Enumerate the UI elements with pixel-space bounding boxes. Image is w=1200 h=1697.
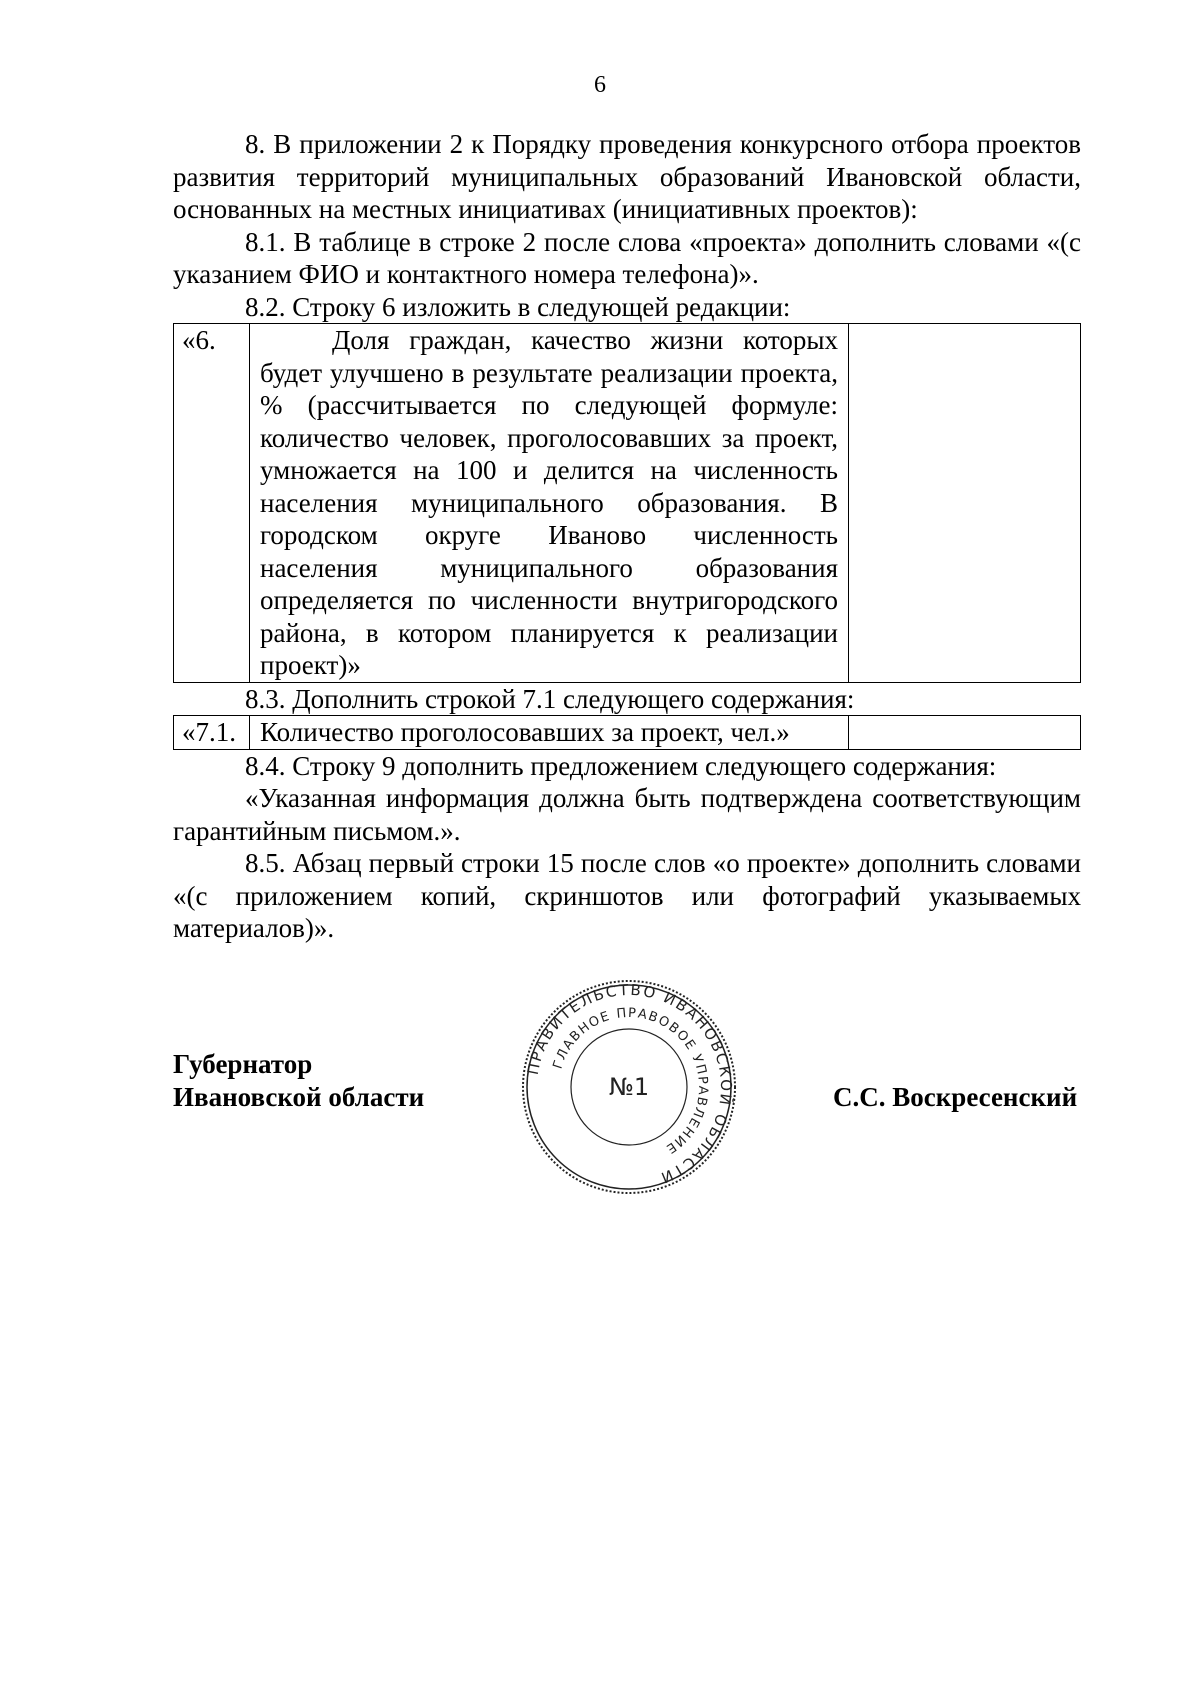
paragraph-8-3: 8.3. Дополнить строкой 7.1 следующего содержания: (245, 683, 855, 714)
row-7-1-number: «7.1. (174, 716, 250, 750)
seal-center-text: №1 (608, 1073, 650, 1101)
document-body (173, 128, 1081, 945)
paragraph-8-2: 8.2. Строку 6 изложить в следующей редакции: (245, 291, 791, 322)
signature-name: С.С. Воскресенский (833, 1082, 1078, 1112)
official-seal (520, 978, 738, 1196)
table-row-7-1 (173, 715, 1081, 750)
seal-outer-text: ПРАВИТЕЛЬСТВО ИВАНОВСКОЙ ОБЛАСТИ (523, 980, 736, 1188)
row-7-1-empty-cell (849, 716, 1081, 750)
row-6-empty-cell (849, 324, 1081, 683)
signature-position (173, 1048, 424, 1114)
row-6-text (250, 324, 849, 683)
paragraph-8-5: 8.5. Абзац первый строки 15 после слов «о проекте» дополнить словами «(с приложением копий, скриншотов или фотографий указываемых материалов)». (173, 848, 1081, 943)
paragraph-8-1: 8.1. В таблице в строке 2 после слова «проекта» дополнить словами «(с указанием ФИО и контактного номера телефона)». (173, 226, 1081, 289)
paragraph-8-4-quote: «Указанная информация должна быть подтверждена соответствующим гарантийным письмом.». (173, 783, 1081, 846)
row-7-1-text: Количество проголосовавших за проект, чел.» (250, 716, 849, 750)
signature-position-line1: Губернатор (173, 1049, 313, 1079)
page-number: 6 (594, 72, 606, 98)
row-6-number: «6. (174, 324, 250, 683)
paragraph-8: 8. В приложении 2 к Порядку проведения конкурсного отбора проектов развития территорий муниципальных образований Ивановской области, основанных на местных инициативах (инициативных проектов): (173, 129, 1081, 224)
paragraph-8-4: 8.4. Строку 9 дополнить предложением следующего содержания: (245, 750, 997, 781)
signature-position-line2: Ивановской области (173, 1082, 425, 1112)
table-row-6 (173, 323, 1081, 683)
seal-inner-text: ГЛАВНОЕ ПРАВОВОЕ УПРАВЛЕНИЕ (550, 1005, 711, 1157)
row-6-text-content: Доля граждан, качество жизни которых будет улучшено в результате реализации проекта, % (рассчитывается по следующей формуле: количество человек, проголосовавших за проект, умножается на 100 и делится на численность населения муниципального образования. В городском округе Иваново численность населения муниципального образования определяется по численности внутригородского района, в котором планируется к реализации проект)» (260, 325, 838, 680)
